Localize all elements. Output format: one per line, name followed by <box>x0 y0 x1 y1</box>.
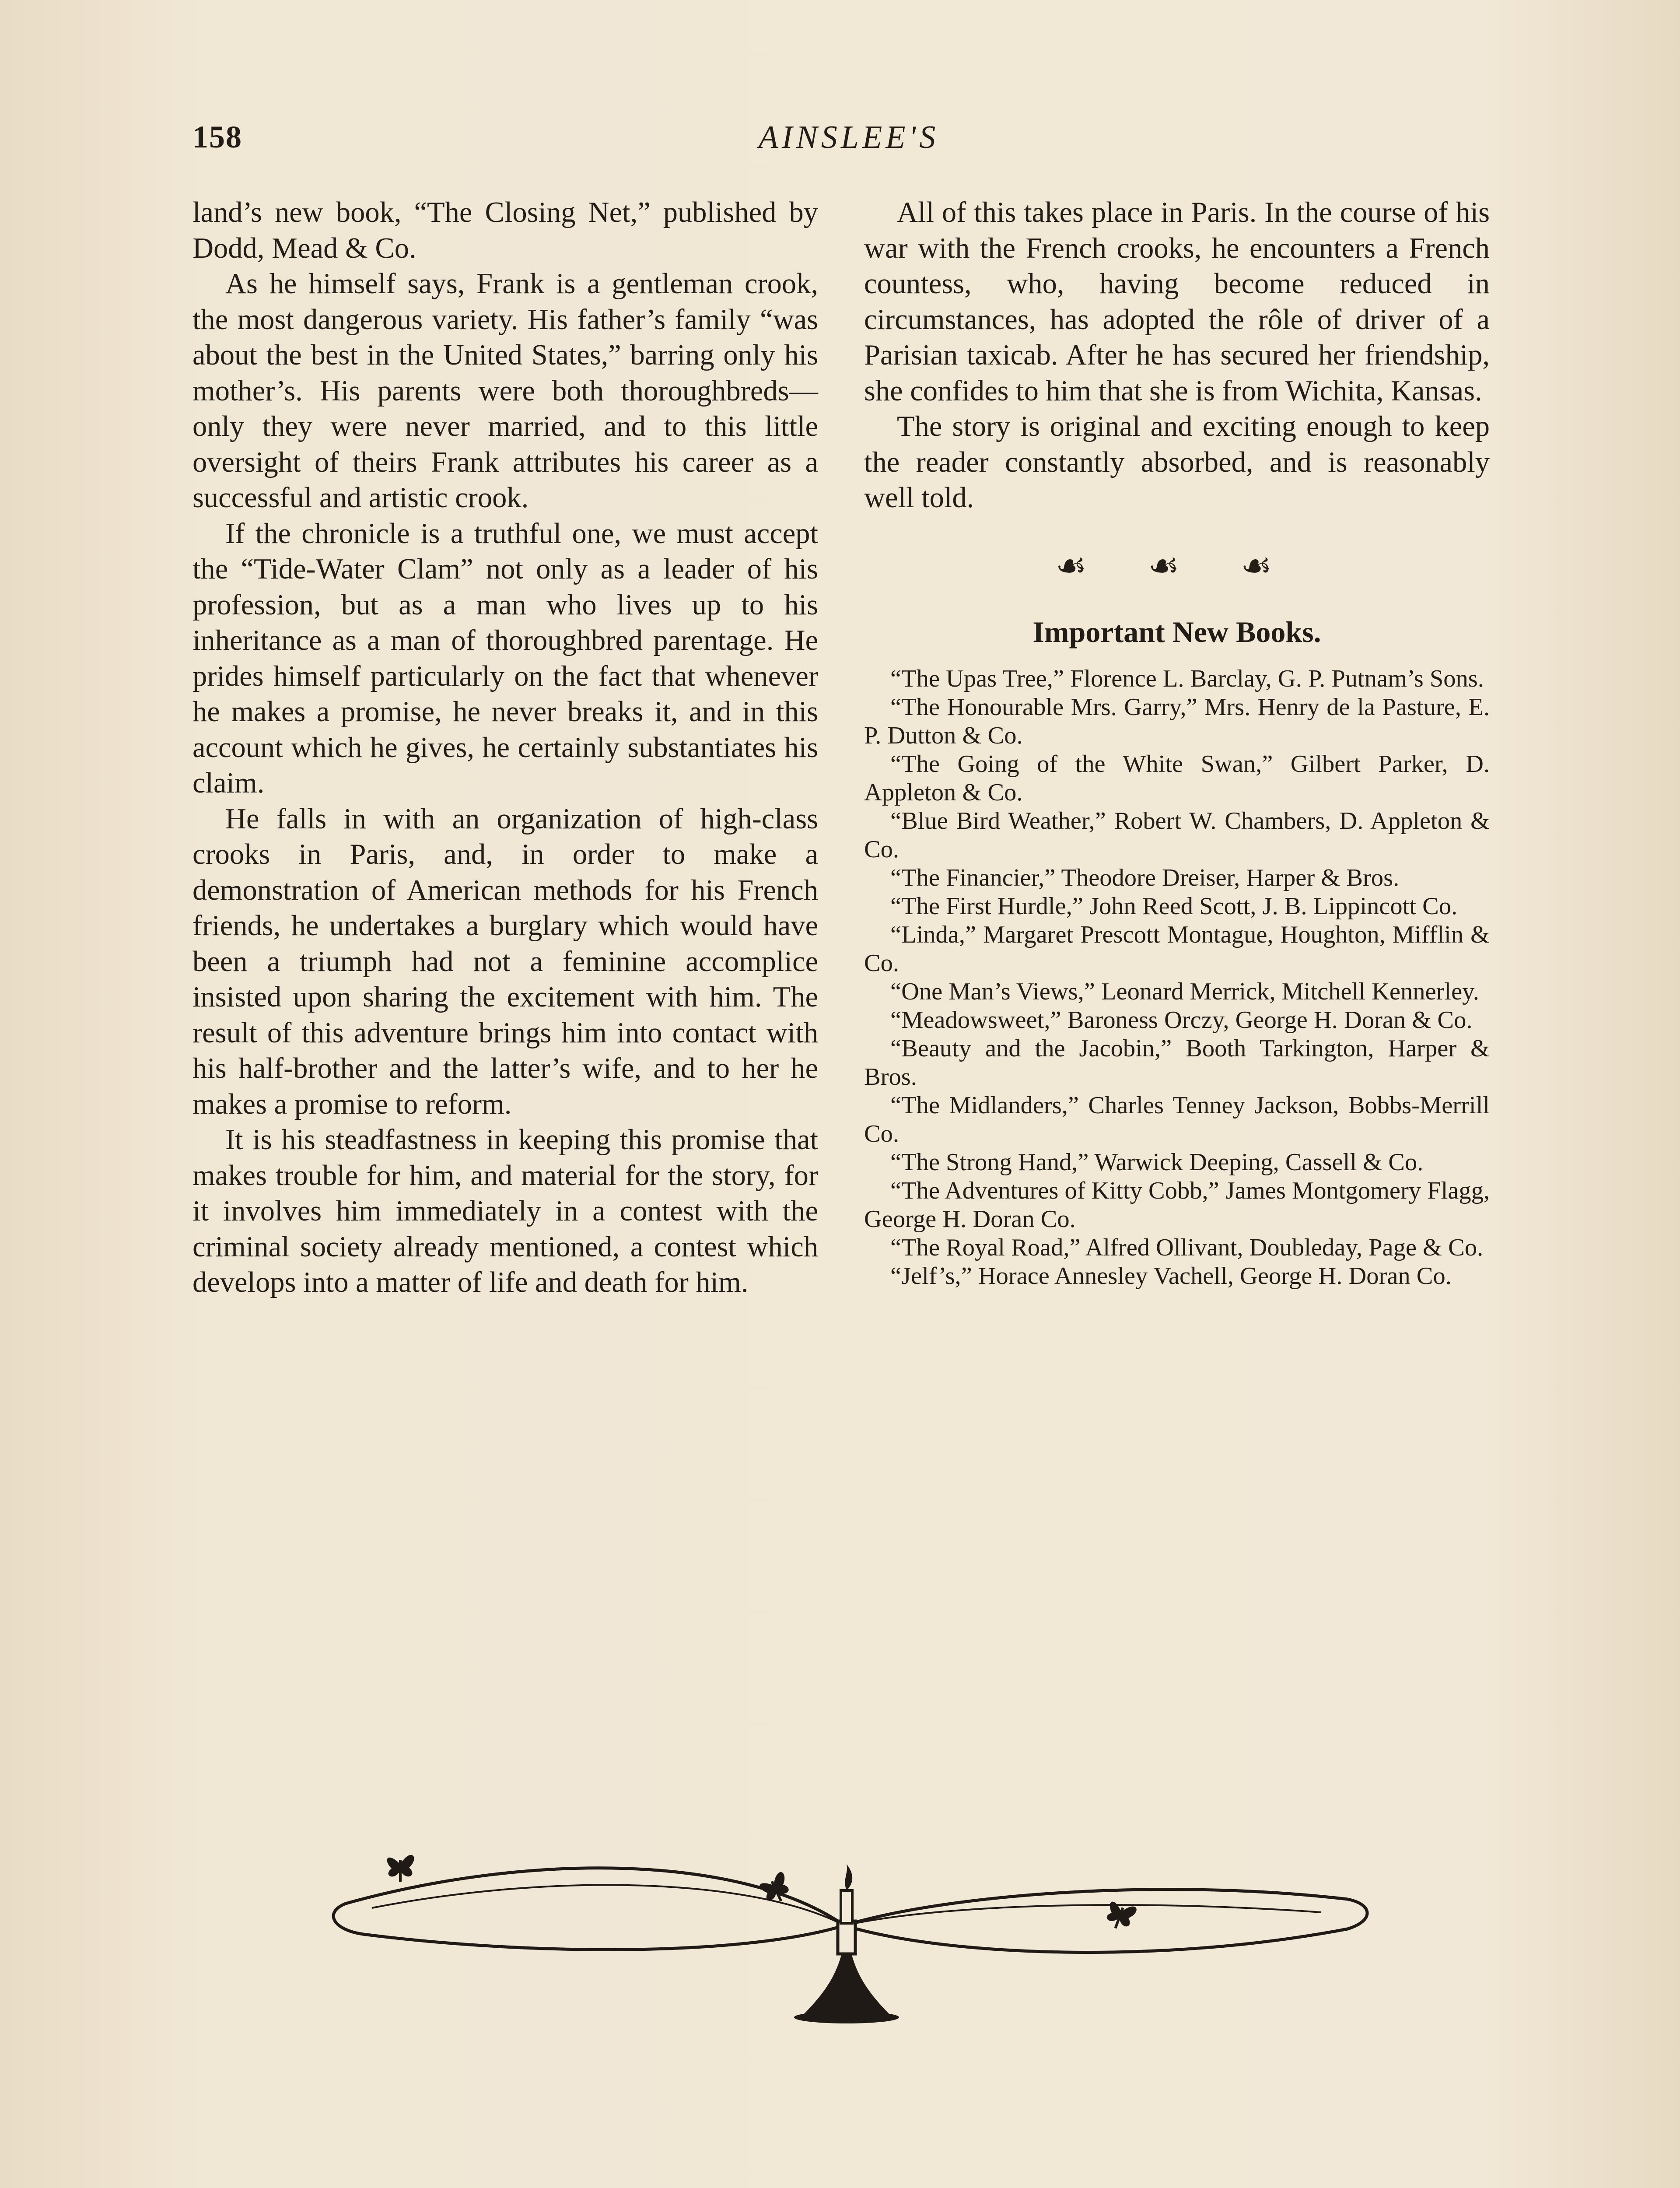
list-item: “The Midlanders,” Charles Tenney Jackson, Bobbs-Merrill Co. <box>864 1091 1490 1147</box>
page-header <box>192 119 1505 167</box>
list-item: “The Upas Tree,” Florence L. Barclay, G. P. Putnam’s Sons. <box>890 665 1484 692</box>
page-number: 158 <box>192 119 242 154</box>
list-item: “The Honourable Mrs. Garry,” Mrs. Henry de la Pasture, E. P. Dutton & Co. <box>864 693 1490 749</box>
paragraph: All of this takes place in Paris. In the course of his war with the French crooks, he encounters a French countess, who, having become reduced in circumstances, has adopted the rôle of driver of a Parisian taxicab. After he has secured her friendship, she confides to him that she is from Wichita, Kansas. <box>864 196 1490 407</box>
candle-and-butterflies-icon <box>306 1790 1400 2035</box>
paragraph: land’s new book, “The Closing Net,” published by Dodd, Mead & Co. <box>192 196 818 264</box>
paragraph: The story is original and exciting enough to keep the reader constantly absorbed, and is reasonably well told. <box>864 410 1490 514</box>
paragraph: It is his steadfastness in keeping this promise that makes trouble for him, and material for the story, for it involves him immediately in a contest with the criminal society already mentioned, a contest which develops into a matter of life and death for him. <box>192 1124 818 1298</box>
book-list <box>864 665 1490 1290</box>
list-item: “The Financier,” Theodore Dreiser, Harper & Bros. <box>890 864 1400 891</box>
paragraph: He falls in with an organization of high-class crooks in Paris, and, in order to make a demonstration of American methods for his French friends, he undertakes a burglary which would have been a triumph had not a feminine accomplice insisted upon sharing the excitement with him. The result of this adventure brings him into contact with his half-brother and the latter’s wife, and to her he makes a promise to reform. <box>192 803 818 1120</box>
list-item: “The Royal Road,” Alfred Ollivant, Doubleday, Page & Co. <box>890 1234 1484 1261</box>
list-item: “The Going of the White Swan,” Gilbert Parker, D. Appleton & Co. <box>864 750 1490 806</box>
ornament-divider: ☙ ☙ ☙ <box>1055 547 1298 586</box>
paragraph: As he himself says, Frank is a gentleman crook, the most dangerous variety. His father’s family “was about the best in the United States,” barring only his mother’s. His parents were both thoroughbreds—only they were never married, and to this little oversight of theirs Frank attributes his career as a successful and artistic crook. <box>192 268 818 514</box>
list-item: “The First Hurdle,” John Reed Scott, J. B. Lippincott Co. <box>890 892 1458 920</box>
book-list-heading: Important New Books. <box>1032 615 1321 649</box>
list-item: “One Man’s Views,” Leonard Merrick, Mitchell Kennerley. <box>890 978 1479 1005</box>
list-item: “Linda,” Margaret Prescott Montague, Houghton, Mifflin & Co. <box>864 921 1490 977</box>
list-item: “The Strong Hand,” Warwick Deeping, Cassell & Co. <box>890 1148 1424 1176</box>
list-item: “The Adventures of Kitty Cobb,” James Montgomery Flagg, George H. Doran Co. <box>864 1177 1490 1233</box>
list-item: “Meadowsweet,” Baroness Orczy, George H. Doran & Co. <box>890 1006 1473 1034</box>
paragraph: If the chronicle is a truthful one, we must accept the “Tide-Water Clam” not only as a leader of his profession, but as a man who lives up to his inheritance as a man of thoroughbred parentage. He prides himself particularly on the fact that whenever he makes a promise, he never breaks it, and in this account which he gives, he certainly substantiates his claim. <box>192 517 818 799</box>
list-item: “Blue Bird Weather,” Robert W. Chambers, D. Appleton & Co. <box>864 807 1490 863</box>
running-title: AINSLEE'S <box>758 119 939 155</box>
right-column <box>864 195 1490 1290</box>
list-item: “Jelf’s,” Horace Annesley Vachell, George H. Doran Co. <box>890 1262 1452 1290</box>
list-item: “Beauty and the Jacobin,” Booth Tarkington, Harper & Bros. <box>864 1034 1490 1090</box>
left-column <box>192 195 818 1301</box>
